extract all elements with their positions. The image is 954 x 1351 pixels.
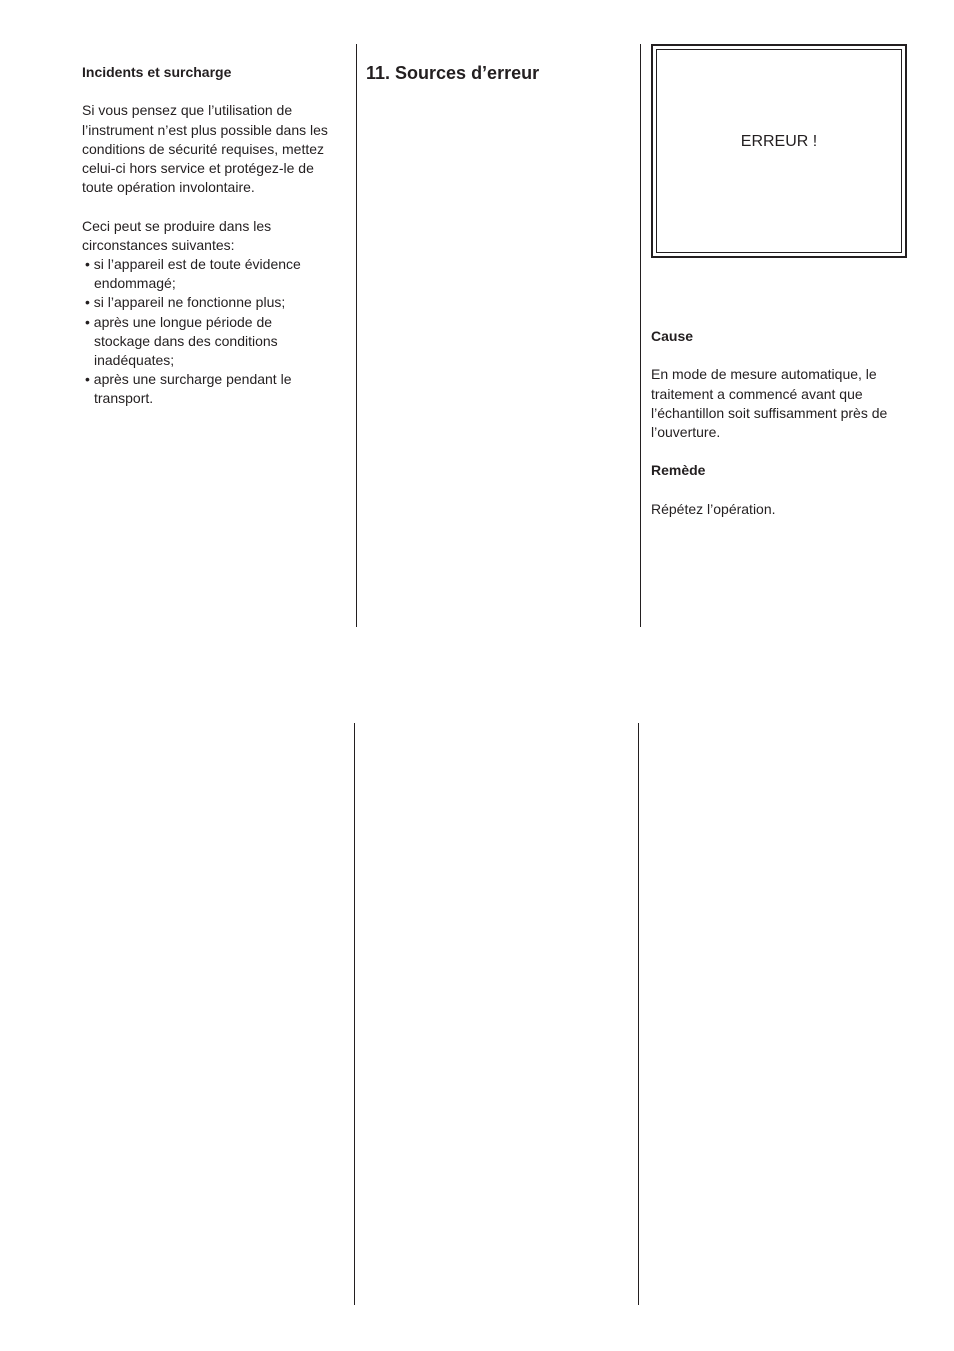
- bullet-line: • si l’appareil ne fonctionne plus;: [85, 294, 286, 311]
- circumstances-list: [82, 255, 352, 409]
- section-title: 11. Sources d’erreur: [366, 63, 540, 83]
- bullet-line: • après une longue période de: [85, 313, 273, 330]
- text-line: l’échantillon soit suffisamment près de: [651, 404, 888, 421]
- remedy-text: Répétez l’opération.: [651, 500, 776, 517]
- bullet-line: • après une surcharge pendant le: [85, 371, 292, 388]
- bullet-line: • si l’appareil est de toute évidence: [85, 256, 301, 272]
- bullet-line: stockage dans des conditions: [94, 332, 278, 349]
- error-message: ERREUR !: [740, 133, 818, 150]
- list-item: [82, 313, 352, 371]
- text-line: l’ouverture.: [651, 424, 721, 440]
- text-line: conditions de sécurité requises, mettez: [82, 140, 325, 157]
- text-line: Si vous pensez que l’utilisation de: [82, 102, 293, 119]
- list-item: [82, 293, 352, 312]
- left-column: [82, 63, 352, 409]
- circumstances-intro: [82, 217, 352, 255]
- bullet-line: transport.: [94, 390, 154, 407]
- incidents-heading: Incidents et surcharge: [82, 64, 232, 80]
- text-line: toute opération involontaire.: [82, 179, 255, 196]
- text-line: circonstances suivantes:: [82, 236, 235, 253]
- cause-heading: Cause: [651, 328, 694, 344]
- right-column: [651, 327, 921, 519]
- text-line: En mode de mesure automatique, le: [651, 366, 877, 383]
- error-display-frame: [651, 44, 907, 258]
- text-line: l’instrument n’est plus possible dans les: [82, 121, 328, 138]
- column-divider-top-1: [356, 44, 357, 627]
- bullet-line: endommagé;: [94, 275, 176, 292]
- list-item: [82, 255, 352, 293]
- bullet-line: inadéquates;: [94, 352, 175, 369]
- remedy-heading: Remède: [651, 462, 706, 479]
- text-line: celui-ci hors service et protégez-le de: [82, 160, 314, 176]
- text-line: Ceci peut se produire dans les: [82, 217, 272, 234]
- safety-paragraph: [82, 101, 352, 197]
- list-item: [82, 370, 352, 408]
- text-line: traitement a commencé avant que: [651, 385, 863, 402]
- cause-paragraph: [651, 365, 921, 442]
- column-divider-bottom-2: [638, 723, 639, 1305]
- column-divider-bottom-1: [354, 723, 355, 1305]
- error-display-screen: [656, 49, 902, 253]
- column-divider-top-2: [640, 44, 641, 627]
